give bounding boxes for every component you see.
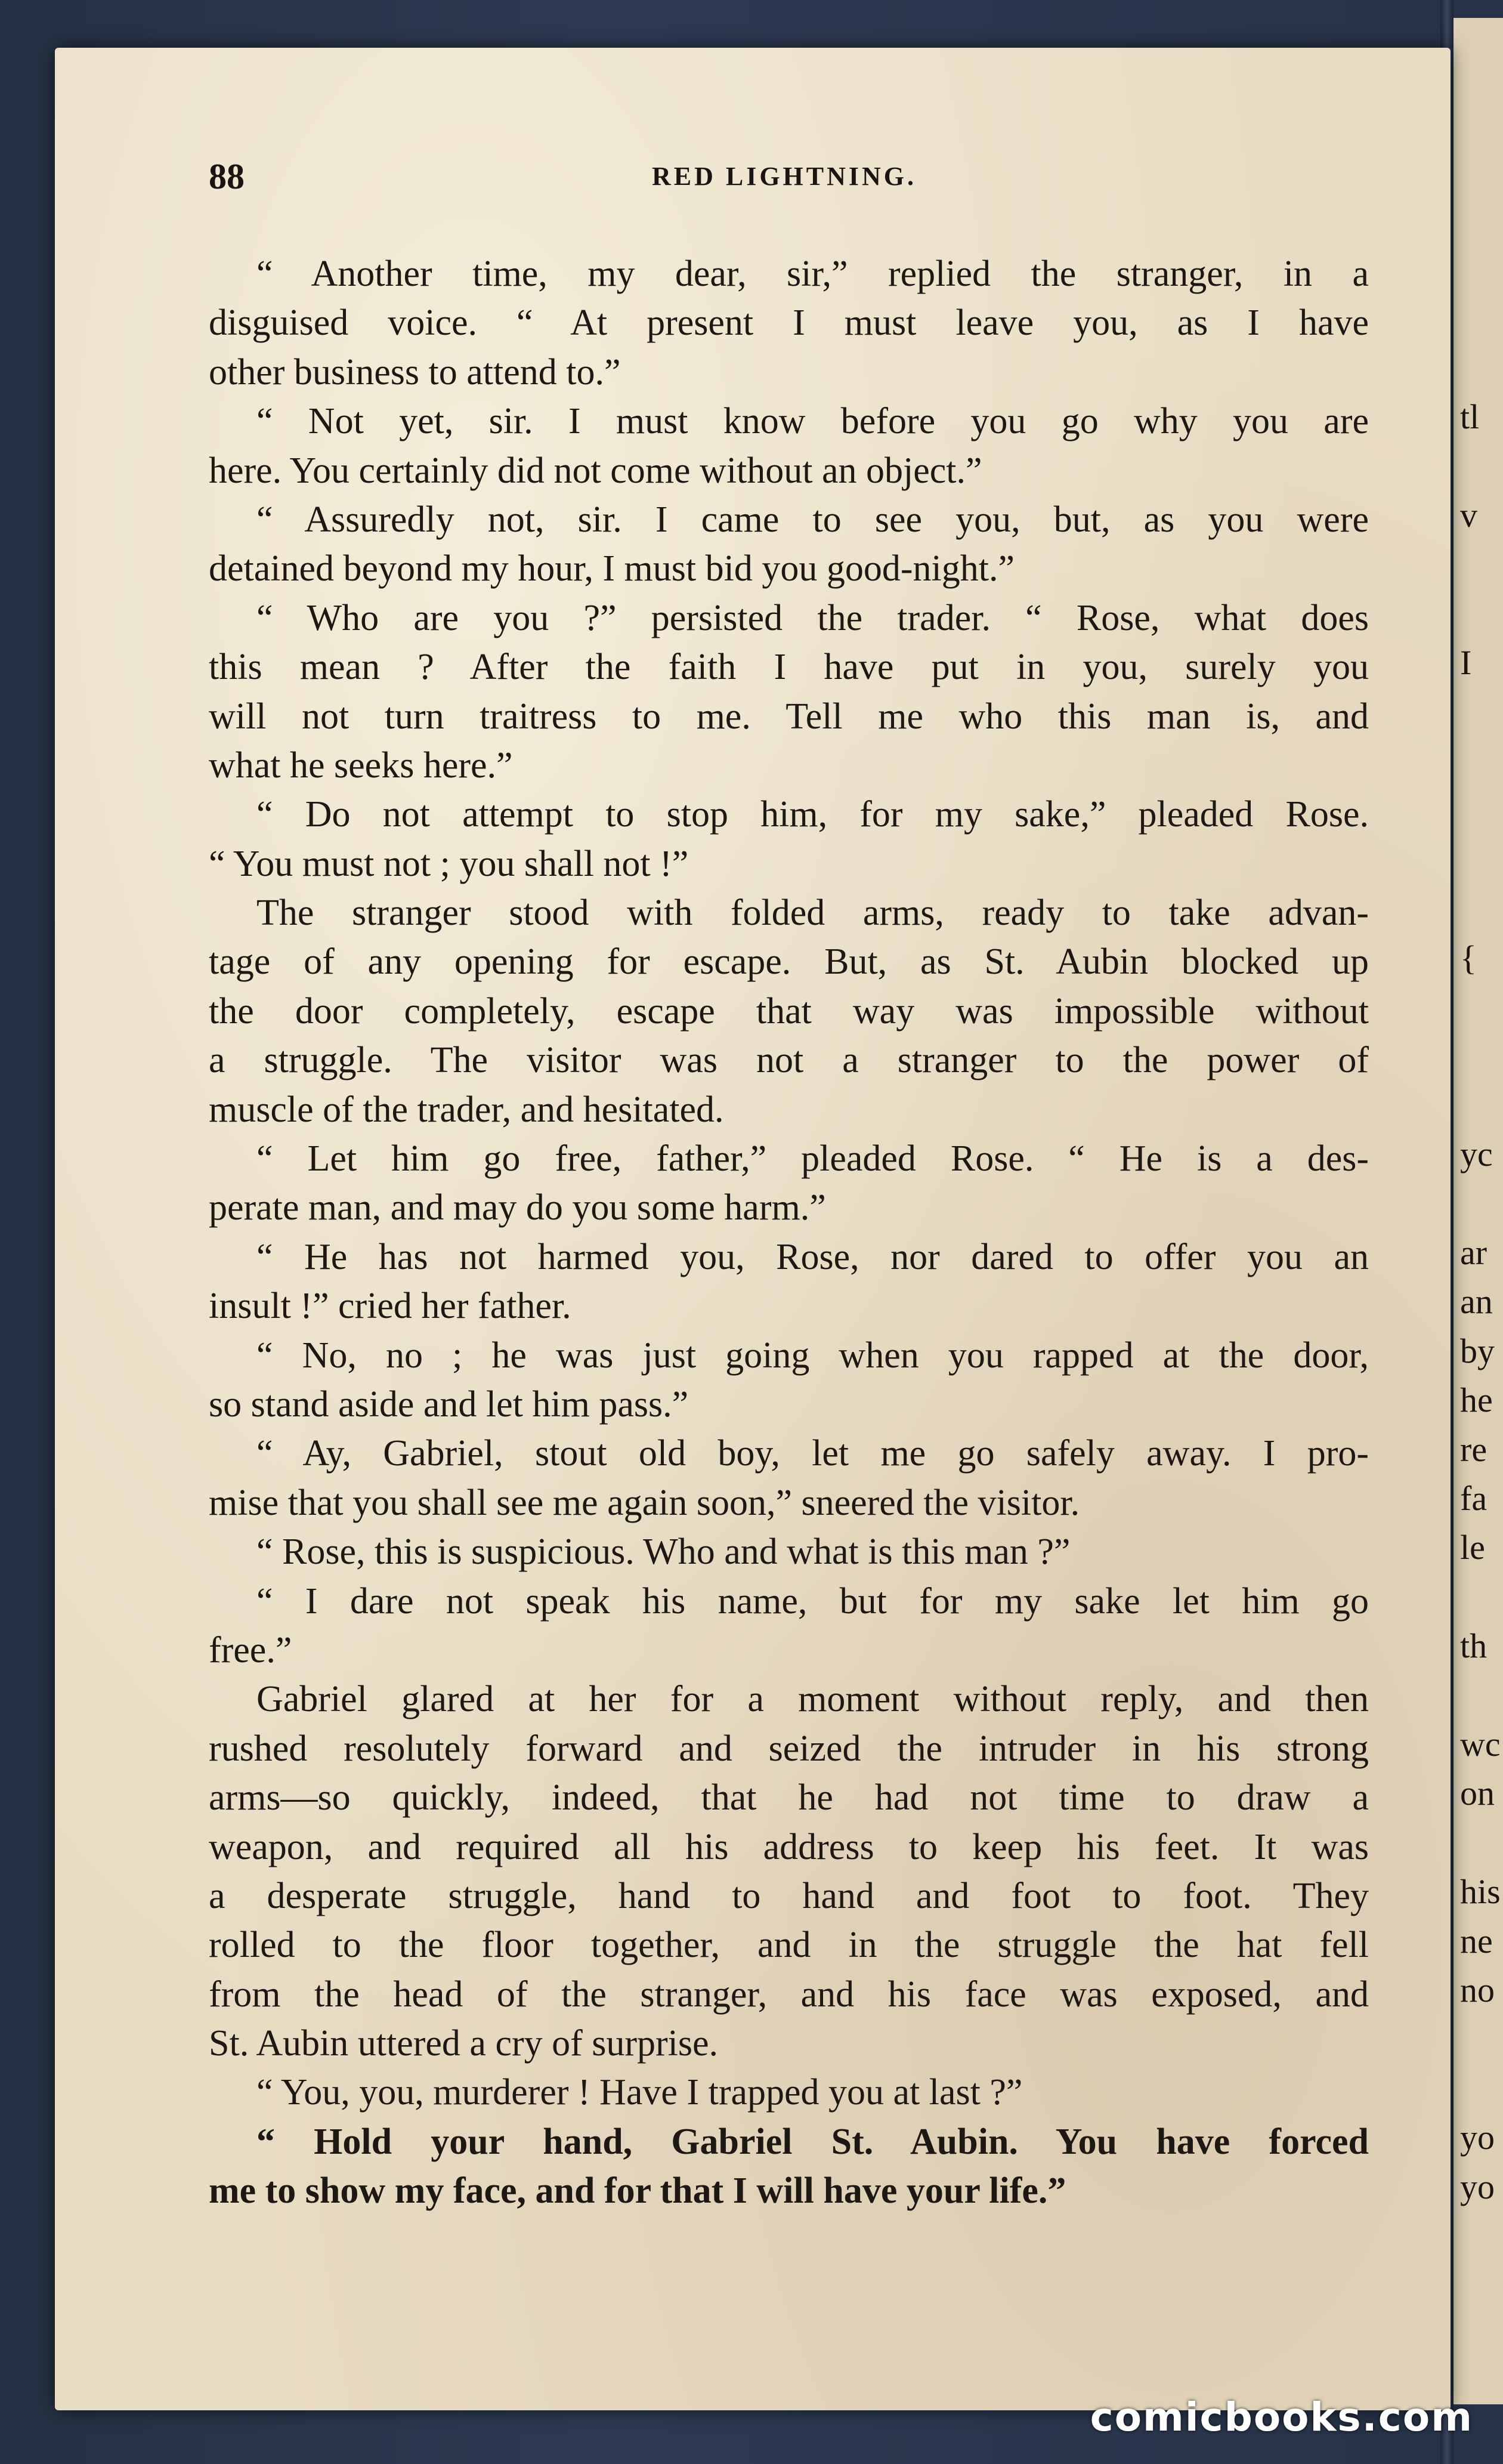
text-line: “ No, no ; he was just going when you rapped at the door, bbox=[256, 1335, 1369, 1376]
text-line: “ You, you, murderer ! Have I trapped you at last ?” bbox=[256, 2072, 1023, 2113]
page-text bbox=[209, 249, 1369, 2216]
text-line: rolled to the floor together, and in the struggle the hat fell bbox=[209, 1925, 1369, 1966]
text-line: “ Do not attempt to stop him, for my sake,” pleaded Rose. bbox=[256, 794, 1369, 835]
text-line: so stand aside and let him pass.” bbox=[209, 1384, 689, 1425]
text-line: me to show my face, and for that I will have your life.” bbox=[209, 2170, 1066, 2212]
text-line: disguised voice. “ At present I must leave you, as I have bbox=[209, 302, 1369, 344]
facing-page-fragment: { bbox=[1460, 938, 1477, 977]
page-number: 88 bbox=[209, 157, 245, 196]
text-line: weapon, and required all his address to keep his feet. It was bbox=[209, 1826, 1369, 1867]
facing-page-fragment: no bbox=[1460, 1971, 1495, 2009]
text-line: from the head of the stranger, and his face was exposed, and bbox=[209, 1974, 1369, 2015]
text-line: “ I dare not speak his name, but for my sake let him go bbox=[256, 1580, 1369, 1622]
text-line: mise that you shall see me again soon,” sneered the visitor. bbox=[209, 1482, 1080, 1523]
text-line: “ Let him go free, father,” pleaded Rose. “ He is a des- bbox=[256, 1138, 1369, 1179]
facing-page-fragment: wc bbox=[1460, 1725, 1501, 1764]
facing-page-fragment: an bbox=[1460, 1282, 1493, 1321]
text-line: arms—so quickly, indeed, that he had not time to draw a bbox=[209, 1777, 1369, 1818]
text-line: “ Not yet, sir. I must know before you go why you are bbox=[256, 401, 1369, 442]
text-line: will not turn traitress to me. Tell me who this man is, and bbox=[209, 696, 1369, 737]
text-line: muscle of the trader, and hesitated. bbox=[209, 1089, 724, 1130]
text-line: tage of any opening for escape. But, as St. Aubin blocked up bbox=[209, 941, 1369, 983]
facing-page-fragment: on bbox=[1460, 1774, 1495, 1813]
facing-page-fragment: yo bbox=[1460, 2118, 1495, 2157]
text-line: rushed resolutely forward and seized the intruder in his strong bbox=[209, 1728, 1369, 1769]
text-line: free.” bbox=[209, 1629, 292, 1671]
text-line: insult !” cried her father. bbox=[209, 1286, 571, 1327]
text-line: other business to attend to.” bbox=[209, 351, 621, 393]
running-title: RED LIGHTNING. bbox=[651, 162, 917, 191]
text-line: a desperate struggle, hand to hand and foot to foot. They bbox=[209, 1875, 1369, 1916]
text-line: what he seeks here.” bbox=[209, 745, 513, 786]
facing-page-fragment: yc bbox=[1460, 1135, 1493, 1174]
facing-page-edge bbox=[1451, 18, 1503, 2404]
text-line: Gabriel glared at her for a moment without reply, and then bbox=[256, 1679, 1369, 1720]
page-header bbox=[209, 156, 1360, 204]
text-line: this mean ? After the faith I have put in you, surely you bbox=[209, 647, 1369, 688]
text-line: The stranger stood with folded arms, ready to take advan- bbox=[256, 893, 1369, 934]
facing-page-fragment: v bbox=[1460, 496, 1477, 535]
text-line: “ Ay, Gabriel, stout old boy, let me go safely away. I pro- bbox=[256, 1433, 1369, 1474]
text-line: a struggle. The visitor was not a stranger to the power of bbox=[209, 1040, 1369, 1081]
text-line: St. Aubin uttered a cry of surprise. bbox=[209, 2023, 719, 2064]
text-line: here. You certainly did not come without an object.” bbox=[209, 450, 982, 491]
facing-page-fragment: tl bbox=[1460, 397, 1480, 437]
facing-page-fragment: I bbox=[1460, 643, 1472, 683]
text-line: detained beyond my hour, I must bid you good-night.” bbox=[209, 548, 1015, 589]
facing-page-fragment: by bbox=[1460, 1331, 1495, 1370]
text-line: perate man, and may do you some harm.” bbox=[209, 1187, 826, 1228]
watermark: comicbooks.com bbox=[1090, 2394, 1473, 2440]
text-line: the door completely, escape that way was impossible without bbox=[209, 990, 1369, 1032]
facing-page-fragment: yo bbox=[1460, 2167, 1495, 2206]
text-line: “ He has not harmed you, Rose, nor dared to offer you an bbox=[256, 1236, 1369, 1277]
text-line: “ Assuredly not, sir. I came to see you, but, as you were bbox=[256, 499, 1369, 540]
text-line: “ Hold your hand, Gabriel St. Aubin. You have forced bbox=[256, 2121, 1369, 2162]
facing-page-fragment: fa bbox=[1460, 1479, 1487, 1518]
facing-page-fragment: ar bbox=[1460, 1233, 1487, 1272]
text-line: “ Who are you ?” persisted the trader. “ Rose, what does bbox=[256, 597, 1369, 638]
text-line: “ Another time, my dear, sir,” replied the stranger, in a bbox=[256, 254, 1369, 294]
text-line: “ You must not ; you shall not !” bbox=[209, 843, 689, 884]
facing-page-fragment: re bbox=[1460, 1429, 1487, 1469]
facing-page-fragment: his bbox=[1460, 1872, 1501, 1912]
facing-page-fragment: ne bbox=[1460, 1921, 1493, 1960]
facing-page-fragment: th bbox=[1460, 1626, 1487, 1666]
text-line: “ Rose, this is suspicious. Who and what is this man ?” bbox=[256, 1531, 1071, 1573]
facing-page-fragment: le bbox=[1460, 1528, 1485, 1567]
facing-page-fragment: he bbox=[1460, 1381, 1493, 1420]
